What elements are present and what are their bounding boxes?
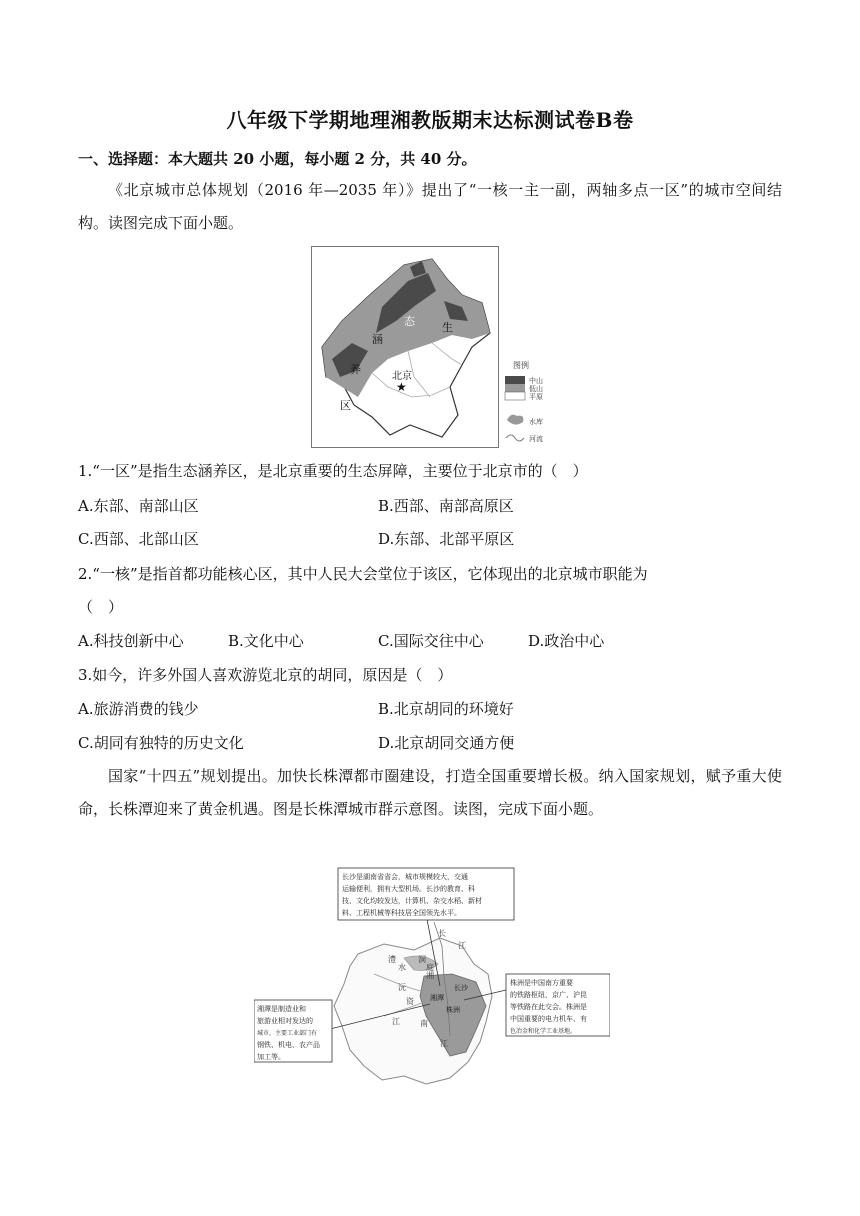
legend-label-river: 河流	[529, 435, 543, 443]
zhuzhou-note-line-1: 株洲是中国南方重要	[510, 979, 573, 987]
map1-label-tai: 态	[404, 315, 415, 328]
zhuzhou-note-line-2: 的铁路枢纽，京广、沪昆	[510, 991, 587, 999]
beijing-map-legend	[503, 358, 563, 448]
section-heading: 一、选择题：本大题共 20 小题，每小题 2 分，共 40 分。	[78, 150, 477, 168]
map1-label-sheng: 生	[442, 321, 453, 334]
q2-option-c[interactable]: C.国际交往中心	[378, 632, 484, 650]
legend-label-plain: 平原	[529, 393, 543, 401]
place-label-shui: 水	[398, 963, 406, 972]
xiangtan-note-line-2: 旅游业相对发达的	[257, 1017, 313, 1025]
q1-option-a[interactable]: A.东部、南部山区	[78, 497, 199, 515]
changzhutan-map	[254, 866, 610, 1094]
q1-option-d[interactable]: D.东部、北部平原区	[378, 530, 515, 548]
changsha-note-line-4: 料、工程机械等科技居全国领先水平。	[342, 909, 461, 917]
changsha-note-line-1: 长沙是湖南省省会，城市规模较大，交通	[342, 873, 468, 881]
legend-label-reservoir: 水库	[529, 418, 543, 426]
map1-label-yang: 养	[350, 363, 361, 376]
legend-title: 图例	[513, 361, 529, 370]
question-1-stem: 1.“一区”是指生态涵养区，是北京重要的生态屏障，主要位于北京市的（ ）	[78, 462, 588, 480]
map1-label-beijing: 北京	[392, 371, 412, 382]
place-label-dong: 洞	[418, 955, 426, 964]
reservoir-icon	[507, 415, 523, 425]
changsha-note-line-3: 技、文化均较发达，计算机、杂交水稻、新材	[342, 897, 482, 905]
place-label-yuan: 沅	[398, 983, 406, 992]
map1-label-han: 涵	[372, 333, 383, 346]
place-label-li: 澧	[388, 955, 396, 964]
legend-label-mid: 中山	[529, 377, 543, 385]
question-2-stem-cont: （ ）	[78, 598, 124, 616]
beijing-map	[311, 246, 499, 448]
place-label-ting: 庭	[426, 963, 434, 972]
place-label-chang: 长	[438, 929, 446, 938]
q2-option-a[interactable]: A.科技创新中心	[78, 632, 184, 650]
city-label-xiangtan: 湘潭	[430, 994, 444, 1002]
zhuzhou-note-line-3: 等铁路在此交会。株洲是	[510, 1003, 587, 1011]
river-icon	[506, 435, 524, 441]
xiangtan-note-line-4: 钢铁、机电、农产品	[257, 1041, 320, 1049]
place-label-zi: 资	[406, 997, 414, 1006]
legend-swatch-low	[505, 384, 525, 392]
q1-option-b[interactable]: B.西部、南部高原区	[378, 497, 514, 515]
legend-swatch-plain	[505, 392, 525, 400]
intro-paragraph-2: 国家“十四五”规划提出。加快长株潭都市圈建设，打造全国重要增长极。纳入国家规划，赋予重大使命，长株潭迎来了黄金机遇。图是长株潭城市群示意图。读图，完成下面小题。	[78, 767, 782, 818]
xiangtan-note-line-5: 加工等。	[257, 1053, 285, 1061]
place-label-jiang-3: 江	[440, 1039, 448, 1048]
q3-option-c[interactable]: C.胡同有独特的历史文化	[78, 734, 244, 752]
changsha-note-line-2: 运输便利，拥有大型机场。长沙的教育、科	[342, 885, 475, 893]
intro-paragraph-1: 《北京城市总体规划（2016 年—2035 年）》提出了“一核一主一副，两轴多点一区”的城市空间结构。读图完成下面小题。	[78, 181, 782, 232]
city-label-changsha: 长沙	[454, 984, 468, 992]
q2-option-b[interactable]: B.文化中心	[228, 632, 304, 650]
xiangtan-note-line-3: 城市，主要工业部门有	[257, 1030, 318, 1037]
place-label-jiang-2: 江	[392, 1017, 400, 1026]
place-label-nan: 南	[420, 1019, 428, 1028]
zhuzhou-note-line-4: 中国重要的电力机车、有	[510, 1015, 587, 1023]
place-label-xiang: 湘	[426, 971, 434, 980]
q2-option-d[interactable]: D.政治中心	[528, 632, 605, 650]
q3-option-b[interactable]: B.北京胡同的环境好	[378, 700, 514, 718]
page-title: 八年级下学期地理湘教版期末达标测试卷B卷	[226, 108, 634, 132]
legend-swatch-mid	[505, 376, 525, 384]
zhuzhou-note-line-5: 色冶金和化学工业基地。	[510, 1028, 577, 1035]
city-label-zhuzhou: 株洲	[446, 1006, 460, 1014]
question-3-stem: 3.如今，许多外国人喜欢游览北京的胡同，原因是（ ）	[78, 666, 453, 684]
xiangtan-note-line-1: 湘潭是制造业和	[257, 1005, 306, 1013]
place-label-jiang-1: 江	[458, 941, 466, 950]
q1-option-c[interactable]: C.西部、北部山区	[78, 530, 199, 548]
map1-label-qu: 区	[340, 399, 351, 412]
capital-star-icon: ★	[396, 380, 407, 394]
q3-option-d[interactable]: D.北京胡同交通方便	[378, 734, 515, 752]
q3-option-a[interactable]: A.旅游消费的钱少	[78, 700, 199, 718]
question-2-stem: 2.“一核”是指首都功能核心区，其中人民大会堂位于该区，它体现出的北京城市职能为	[78, 565, 648, 583]
legend-label-low: 低山	[529, 385, 543, 393]
